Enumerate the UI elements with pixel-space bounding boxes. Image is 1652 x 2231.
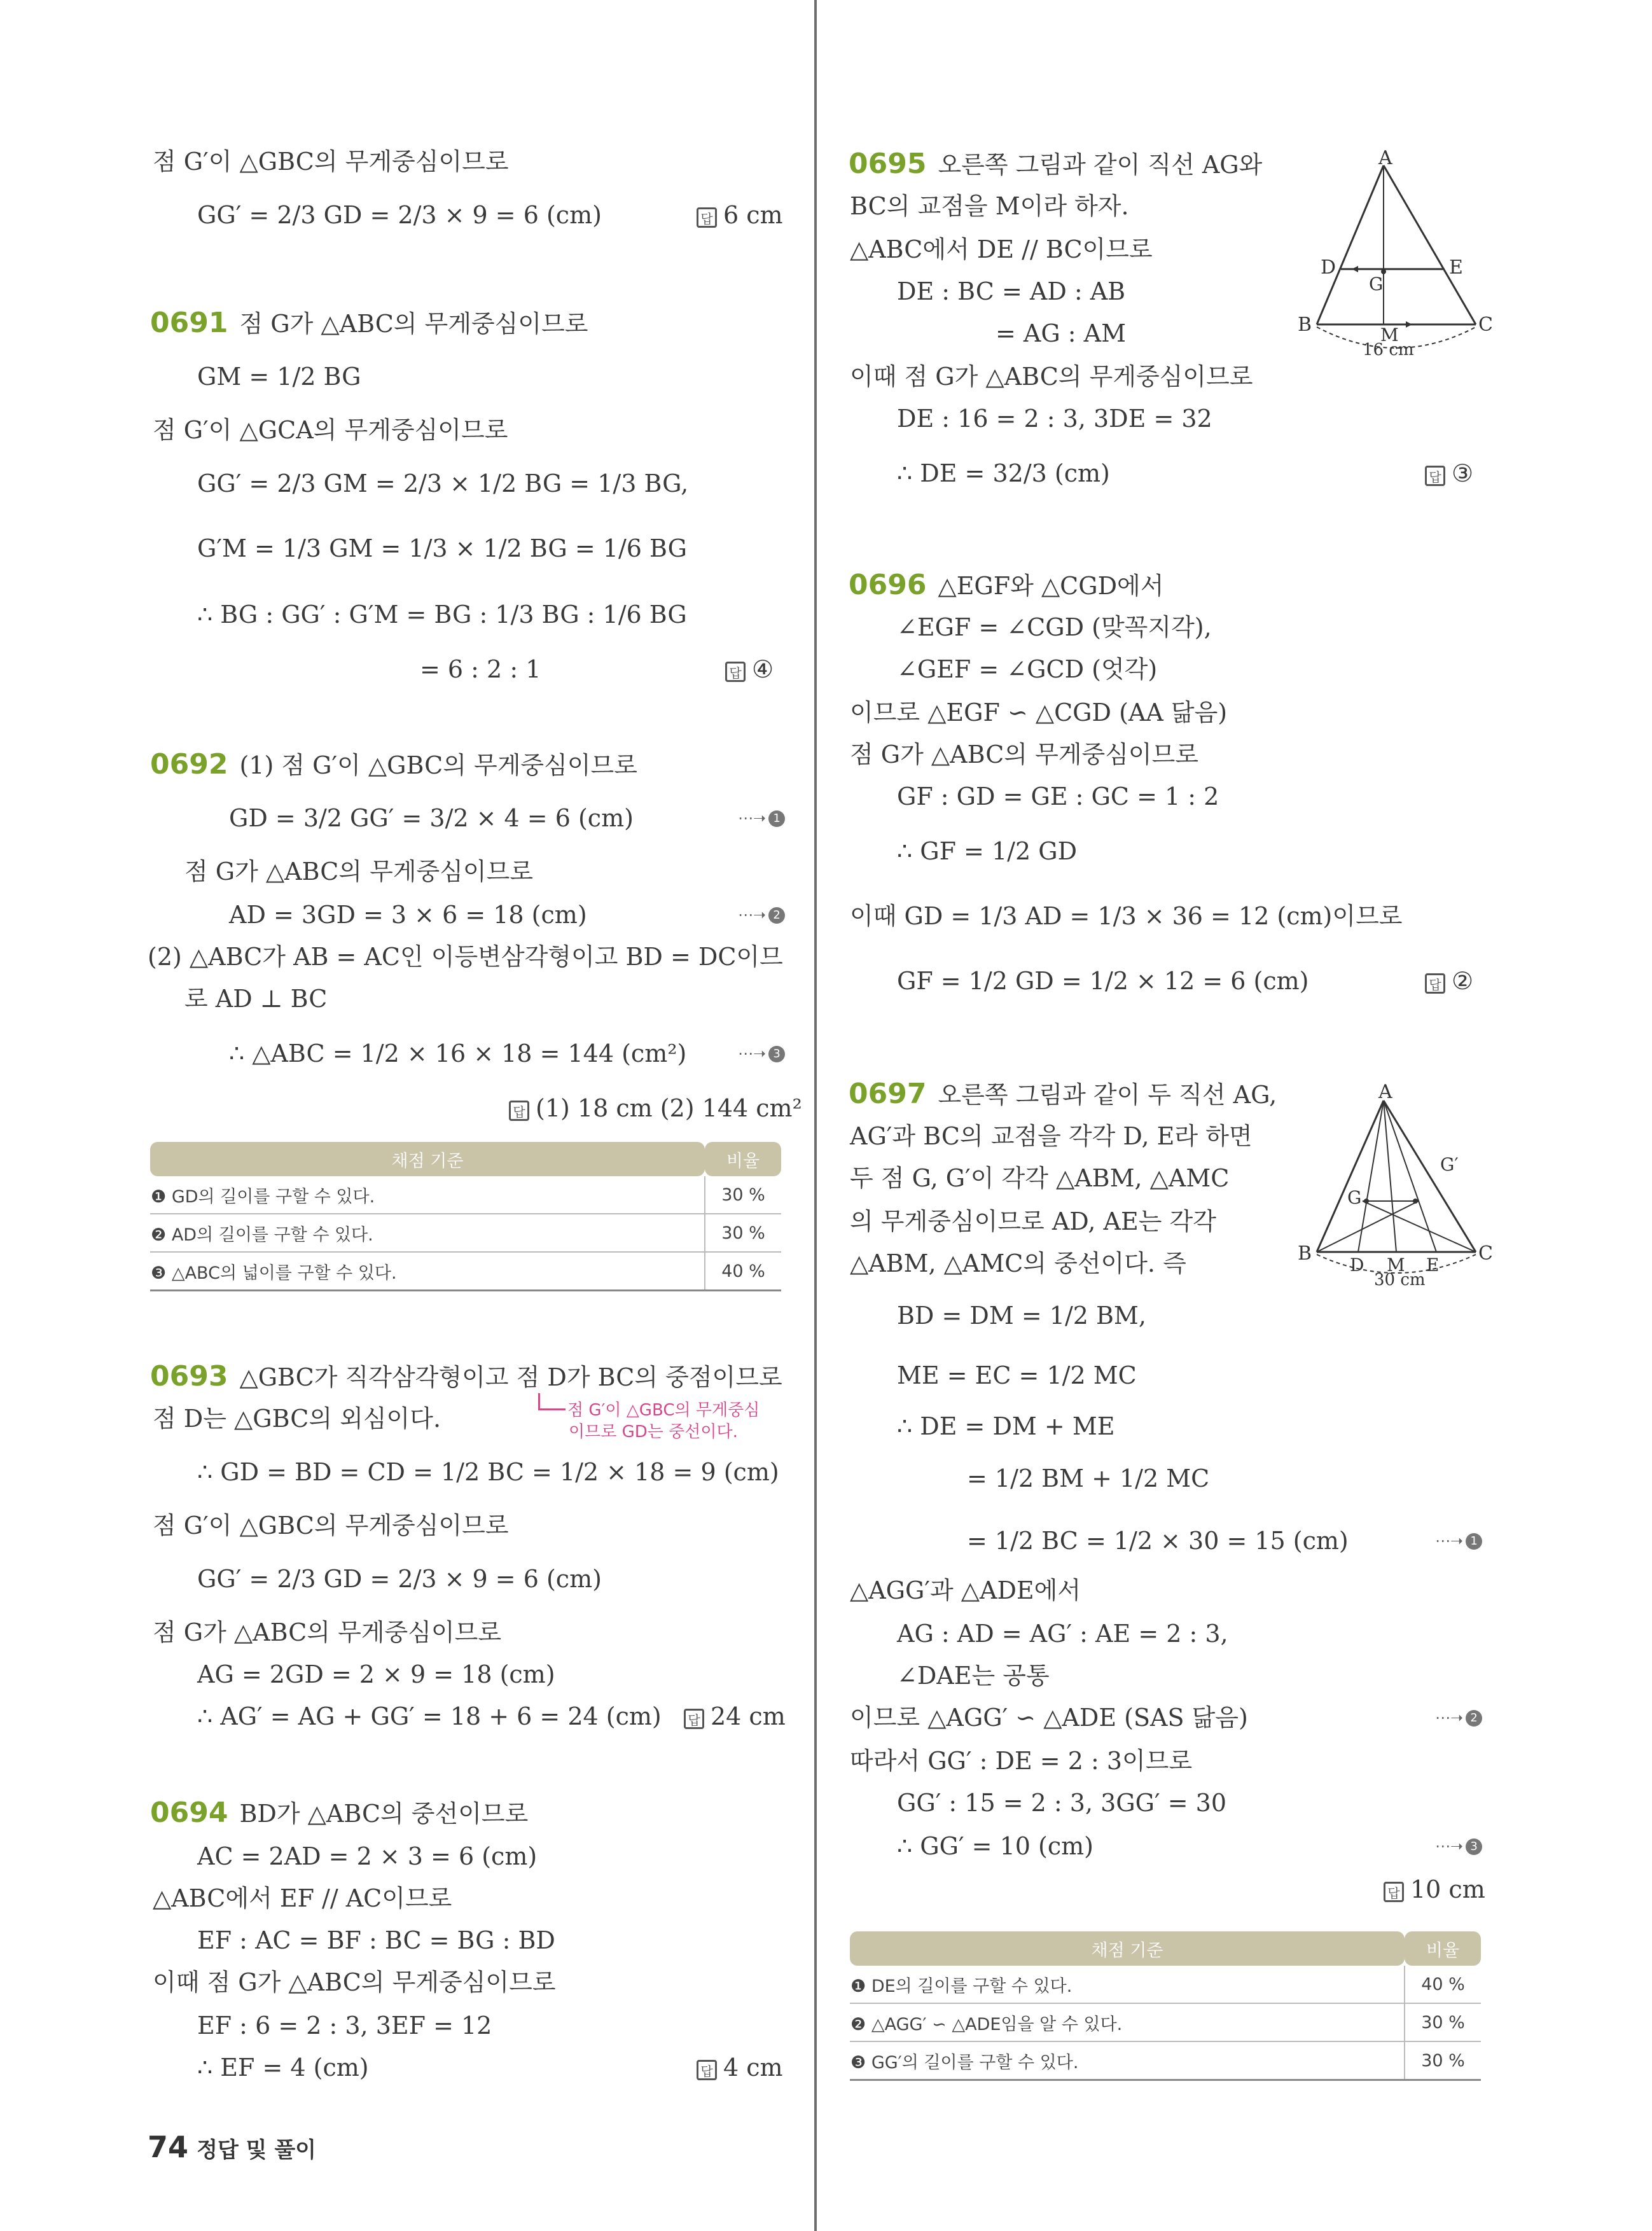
text-line: 이므로 △AGG′ ∽ △ADE (SAS 닮음): [850, 1704, 1248, 1732]
criteria-cell: [150, 1252, 705, 1291]
answer: [697, 200, 783, 230]
text-line: △EGF와 △CGD에서: [938, 572, 1164, 600]
text-line: 점 G′이 △GBC의 무게중심이므로: [153, 1512, 509, 1539]
equation-line: BD = DM = 1/2 BM,: [897, 1302, 1146, 1330]
equation-line: ∴ GD = BD = CD = 1/2 BC = 1/2 × 18 = 9 (cm): [197, 1458, 779, 1486]
criteria-cell: [850, 2041, 1405, 2080]
footer-label: 정답 및 풀이: [197, 2137, 317, 2163]
text-line: 의 무게중심이므로 AD, AE는 각각: [850, 1207, 1216, 1235]
note-connector: [538, 1393, 566, 1410]
column-divider: [814, 0, 817, 2231]
text-line: 점 G가 △ABC의 무게중심이므로: [184, 858, 534, 886]
equation-line: DE : BC = AD : AB: [897, 277, 1126, 305]
answer-value: 4 cm: [723, 2054, 783, 2082]
median-cg: [1363, 1201, 1476, 1252]
step-number: ❶: [151, 1186, 167, 1207]
problem-number: 0694: [150, 1797, 228, 1829]
text-line: 이므로 △EGF ∽ △CGD (AA 닮음): [850, 698, 1228, 726]
problem-0693-heading: [150, 1361, 782, 1393]
answer-value: (1) 18 cm (2) 144 cm²: [536, 1094, 802, 1122]
step-circle: 2: [768, 907, 785, 924]
step-number: ❷: [151, 1225, 167, 1245]
side-ac: [1384, 1101, 1476, 1252]
text-line: △ABC에서 EF // AC이므로: [153, 1884, 452, 1912]
text-line: 점 G′이 △GBC의 무게중심이므로: [153, 148, 509, 176]
equation-line: AG : AD = AG′ : AE = 2 : 3,: [897, 1620, 1228, 1648]
table-header-row: [850, 1931, 1481, 1966]
answer-value: ②: [1452, 967, 1474, 995]
text-line: 이때 점 G가 △ABC의 무게중심이므로: [850, 363, 1253, 391]
vertex-label: C: [1478, 1242, 1493, 1265]
equation-line: EF : 6 = 2 : 3, 3EF = 12: [197, 2012, 492, 2040]
equation-line: ∴ BG : GG′ : G′M = BG : 1/3 BG : 1/6 BG: [197, 601, 687, 629]
criteria-header: 채점 기준: [150, 1142, 705, 1176]
step-circle: 3: [768, 1046, 785, 1062]
note-line: 이므로 GD는 중선이다.: [569, 1422, 738, 1442]
problem-number: 0695: [849, 148, 927, 180]
equation-line: ME = EC = 1/2 MC: [897, 1361, 1137, 1389]
step-arrow: ⋯➝: [1435, 1709, 1464, 1727]
answer-icon: 답: [1425, 466, 1445, 486]
answer-icon: 답: [725, 662, 746, 682]
text-line: BD가 △ABC의 중선이므로: [239, 1800, 529, 1828]
side-note: [567, 1400, 760, 1443]
text-line: 점 G가 △ABC의 무게중심이므로: [153, 1618, 502, 1646]
line-ae: [1384, 1101, 1436, 1252]
rate-header: 비율: [1405, 1931, 1481, 1966]
answer-value: ③: [1452, 459, 1474, 487]
criteria-cell: [150, 1214, 705, 1252]
page-number: 74: [148, 2130, 189, 2164]
answer: [697, 2052, 783, 2083]
vertex-label: M: [1380, 324, 1399, 345]
step-number: ❸: [850, 2052, 866, 2073]
length-label: 16 cm: [1363, 340, 1414, 359]
answer: [1425, 458, 1473, 489]
text-line: 오른쪽 그림과 같이 두 직선 AG,: [938, 1081, 1277, 1109]
step-number: ❸: [151, 1263, 167, 1283]
rate-cell: 30 %: [1405, 2003, 1481, 2041]
note-line: 점 G′이 △GBC의 무게중심: [567, 1401, 760, 1420]
step-arrow: ⋯➝: [1435, 1532, 1464, 1550]
step-mark-2: [738, 906, 785, 924]
criteria-cell: [850, 2003, 1405, 2041]
problem-0694-heading: [150, 1798, 528, 1829]
table-row: [150, 1214, 781, 1252]
equation-line: G′M = 1/3 GM = 1/3 × 1/2 BG = 1/6 BG: [197, 534, 687, 562]
answer: [1425, 966, 1473, 996]
equation-line: = 6 : 2 : 1: [420, 655, 541, 683]
text-line: △ABM, △AMC의 중선이다. 즉: [850, 1249, 1186, 1277]
equation-line: AG = 2GD = 2 × 9 = 18 (cm): [197, 1660, 555, 1688]
text-line: (2) △ABC가 AB = AC인 이등변삼각형이고 BD = DC이므: [148, 943, 783, 971]
table-row: [150, 1176, 781, 1214]
text-line: 점 G가 △ABC의 무게중심이므로: [850, 740, 1199, 768]
criteria-text: DE의 길이를 구할 수 있다.: [871, 1976, 1072, 1996]
rate-cell: 30 %: [705, 1176, 781, 1214]
step-number: ❶: [850, 1976, 866, 1996]
answer-icon: 답: [1425, 973, 1445, 994]
vertex-label: G′: [1440, 1154, 1459, 1175]
problem-number: 0692: [150, 748, 228, 781]
table-row: [850, 2041, 1481, 2080]
equation-line: ∴ GF = 1/2 GD: [897, 837, 1078, 865]
side-ab: [1317, 165, 1384, 324]
answer-value: 10 cm: [1410, 1875, 1485, 1903]
step-mark-3: [738, 1045, 785, 1062]
answer-icon: 답: [509, 1101, 529, 1121]
step-circle: 1: [768, 810, 785, 827]
rate-cell: 30 %: [1405, 2041, 1481, 2080]
equation-line: DE : 16 = 2 : 3, 3DE = 32: [897, 405, 1212, 433]
rate-cell: 30 %: [705, 1214, 781, 1252]
equation-line: ∴ DE = DM + ME: [897, 1412, 1115, 1440]
equation-line: AC = 2AD = 2 × 3 = 6 (cm): [197, 1842, 538, 1870]
equation-line: ∴ AG′ = AG + GG′ = 18 + 6 = 24 (cm): [197, 1702, 662, 1730]
equation-line: ∴ DE = 32/3 (cm): [897, 459, 1110, 487]
text-line: 로 AD ⊥ BC: [184, 985, 328, 1013]
text-line: BC의 교점을 M이라 하자.: [850, 192, 1129, 220]
criteria-header: 채점 기준: [850, 1931, 1405, 1966]
equation-line: EF : AC = BF : BC = BG : BD: [197, 1926, 555, 1954]
criteria-cell: [150, 1176, 705, 1214]
vertex-label: E: [1426, 1255, 1440, 1275]
table-row: [150, 1252, 781, 1291]
text-line: △ABC에서 DE // BC이므로: [850, 235, 1153, 263]
equation-line: GG′ = 2/3 GM = 2/3 × 1/2 BG = 1/3 BG,: [197, 469, 689, 497]
answer-icon: 답: [697, 207, 717, 228]
text-line: (1) 점 G′이 △GBC의 무게중심이므로: [239, 751, 637, 779]
equation-line: = 1/2 BC = 1/2 × 30 = 15 (cm): [967, 1527, 1349, 1555]
criteria-text: GD의 길이를 구할 수 있다.: [171, 1186, 375, 1207]
text-line: 따라서 GG′ : DE = 2 : 3이므로: [850, 1747, 1193, 1775]
answer: [725, 654, 774, 685]
answer-icon: 답: [684, 1709, 704, 1729]
centroid-point: [1413, 1199, 1418, 1204]
equation-line: AD = 3GD = 3 × 6 = 18 (cm): [229, 901, 587, 929]
equation-line: GF = 1/2 GD = 1/2 × 12 = 6 (cm): [897, 967, 1309, 995]
text-line: 이때 점 G가 △ABC의 무게중심이므로: [153, 1968, 556, 1996]
vertex-label: E: [1449, 256, 1463, 279]
answer-icon: 답: [697, 2060, 717, 2080]
triangle-figure-0697: [1291, 1075, 1501, 1295]
equation-line: GD = 3/2 GG′ = 3/2 × 4 = 6 (cm): [229, 804, 634, 832]
page-footer: [148, 2130, 316, 2164]
vertex-label: D: [1350, 1255, 1364, 1275]
answer-value: 24 cm: [711, 1702, 786, 1730]
side-ab: [1317, 1101, 1384, 1252]
criteria-cell: [850, 1966, 1405, 2003]
text-line: 오른쪽 그림과 같이 직선 AG와: [938, 151, 1263, 179]
text-line: ∠GEF = ∠GCD (엇각): [897, 655, 1158, 683]
equation-line: GG′ = 2/3 GD = 2/3 × 9 = 6 (cm): [197, 1565, 602, 1593]
answer-value: 6 cm: [723, 201, 783, 229]
length-label: 30 cm: [1374, 1270, 1426, 1289]
parallel-arrow-icon: [1406, 321, 1412, 328]
criteria-text: △ABC의 넓이를 구할 수 있다.: [171, 1263, 397, 1283]
problem-0691-heading: [150, 308, 588, 339]
median-bg: [1317, 1201, 1419, 1252]
table-row: [850, 2003, 1481, 2041]
vertex-label: G: [1347, 1187, 1362, 1208]
text-line: ∠DAE는 공통: [897, 1662, 1050, 1690]
text-line: △AGG′과 △ADE에서: [850, 1576, 1081, 1604]
step-mark-2: [1435, 1709, 1482, 1727]
step-arrow: ⋯➝: [1435, 1837, 1464, 1855]
vertex-label: D: [1321, 256, 1336, 279]
parallel-arrow-icon: [1352, 266, 1358, 272]
vertex-label: B: [1298, 1242, 1312, 1265]
answer: [684, 1701, 786, 1732]
step-circle: 2: [1466, 1710, 1482, 1727]
step-circle: 3: [1466, 1838, 1482, 1855]
criteria-text: AD의 길이를 구할 수 있다.: [171, 1225, 373, 1245]
step-arrow: ⋯➝: [738, 906, 767, 924]
step-mark-3: [1435, 1837, 1482, 1855]
text-line: 점 D는 △GBC의 외심이다.: [153, 1405, 441, 1433]
vertex-label: A: [1378, 147, 1392, 169]
step-mark-1: [738, 809, 785, 827]
problem-0695-heading: [849, 149, 1262, 180]
centroid-point: [1364, 1199, 1369, 1204]
vertex-label: C: [1478, 314, 1493, 336]
problem-0696-heading: [849, 570, 1163, 601]
vertex-label: B: [1298, 314, 1312, 336]
equation-line: GG′ = 2/3 GD = 2/3 × 9 = 6 (cm): [197, 201, 602, 229]
equation-line: ∴ △ABC = 1/2 × 16 × 18 = 144 (cm²): [229, 1039, 687, 1067]
problem-number: 0691: [150, 307, 228, 339]
vertex-label: M: [1387, 1255, 1405, 1275]
equation-line: GG′ : 15 = 2 : 3, 3GG′ = 30: [897, 1789, 1226, 1817]
equation-line: GM = 1/2 BG: [197, 363, 361, 391]
equation-line: 이때 GD = 1/3 AD = 1/3 × 36 = 12 (cm)이므로: [850, 902, 1403, 930]
text-line: AG′과 BC의 교점을 각각 D, E라 하면: [850, 1122, 1253, 1150]
side-ac: [1384, 165, 1476, 324]
step-arrow: ⋯➝: [738, 809, 767, 827]
table-header-row: [150, 1142, 781, 1176]
vertex-label: A: [1378, 1081, 1392, 1103]
text-line: 두 점 G, G′이 각각 △ABM, △AMC: [850, 1164, 1230, 1192]
problem-number: 0696: [849, 569, 927, 601]
problem-number: 0693: [150, 1360, 228, 1393]
text-line: 점 G′이 △GCA의 무게중심이므로: [153, 416, 508, 444]
rate-cell: 40 %: [1405, 1966, 1481, 2003]
criteria-text: △AGG′ ∽ △ADE임을 알 수 있다.: [871, 2014, 1123, 2034]
step-mark-1: [1435, 1532, 1482, 1550]
text-line: △GBC가 직각삼각형이고 점 D가 BC의 중점이므로: [239, 1363, 782, 1391]
text-line: 점 G가 △ABC의 무게중심이므로: [239, 310, 588, 338]
triangle-figure-0695: [1291, 146, 1501, 366]
line-am: [1384, 1101, 1396, 1252]
problem-0697-heading: [849, 1079, 1277, 1110]
answer: [1384, 1874, 1485, 1905]
text-line: ∠EGF = ∠CGD (맞꼭지각),: [897, 613, 1212, 641]
equation-line: ∴ GG′ = 10 (cm): [897, 1832, 1093, 1860]
rate-header: 비율: [705, 1142, 781, 1176]
scoring-table: [150, 1142, 781, 1291]
table-row: [850, 1966, 1481, 2003]
criteria-text: GG′의 길이를 구할 수 있다.: [871, 2052, 1079, 2073]
step-arrow: ⋯➝: [738, 1045, 767, 1062]
answer: [509, 1093, 802, 1123]
problem-number: 0697: [849, 1078, 927, 1110]
answer-icon: 답: [1384, 1882, 1404, 1902]
equation-line: ∴ EF = 4 (cm): [197, 2054, 369, 2082]
scoring-table: [850, 1931, 1481, 2081]
equation-line: = 1/2 BM + 1/2 MC: [967, 1464, 1210, 1492]
rate-cell: 40 %: [705, 1252, 781, 1291]
problem-0692-heading: [150, 749, 637, 781]
vertex-label: G: [1369, 274, 1384, 295]
answer-value: ④: [752, 655, 774, 683]
step-circle: 1: [1466, 1533, 1482, 1550]
step-number: ❷: [850, 2014, 866, 2034]
equation-line: GF : GD = GE : GC = 1 : 2: [897, 782, 1219, 810]
equation-line: = AG : AM: [996, 319, 1127, 347]
